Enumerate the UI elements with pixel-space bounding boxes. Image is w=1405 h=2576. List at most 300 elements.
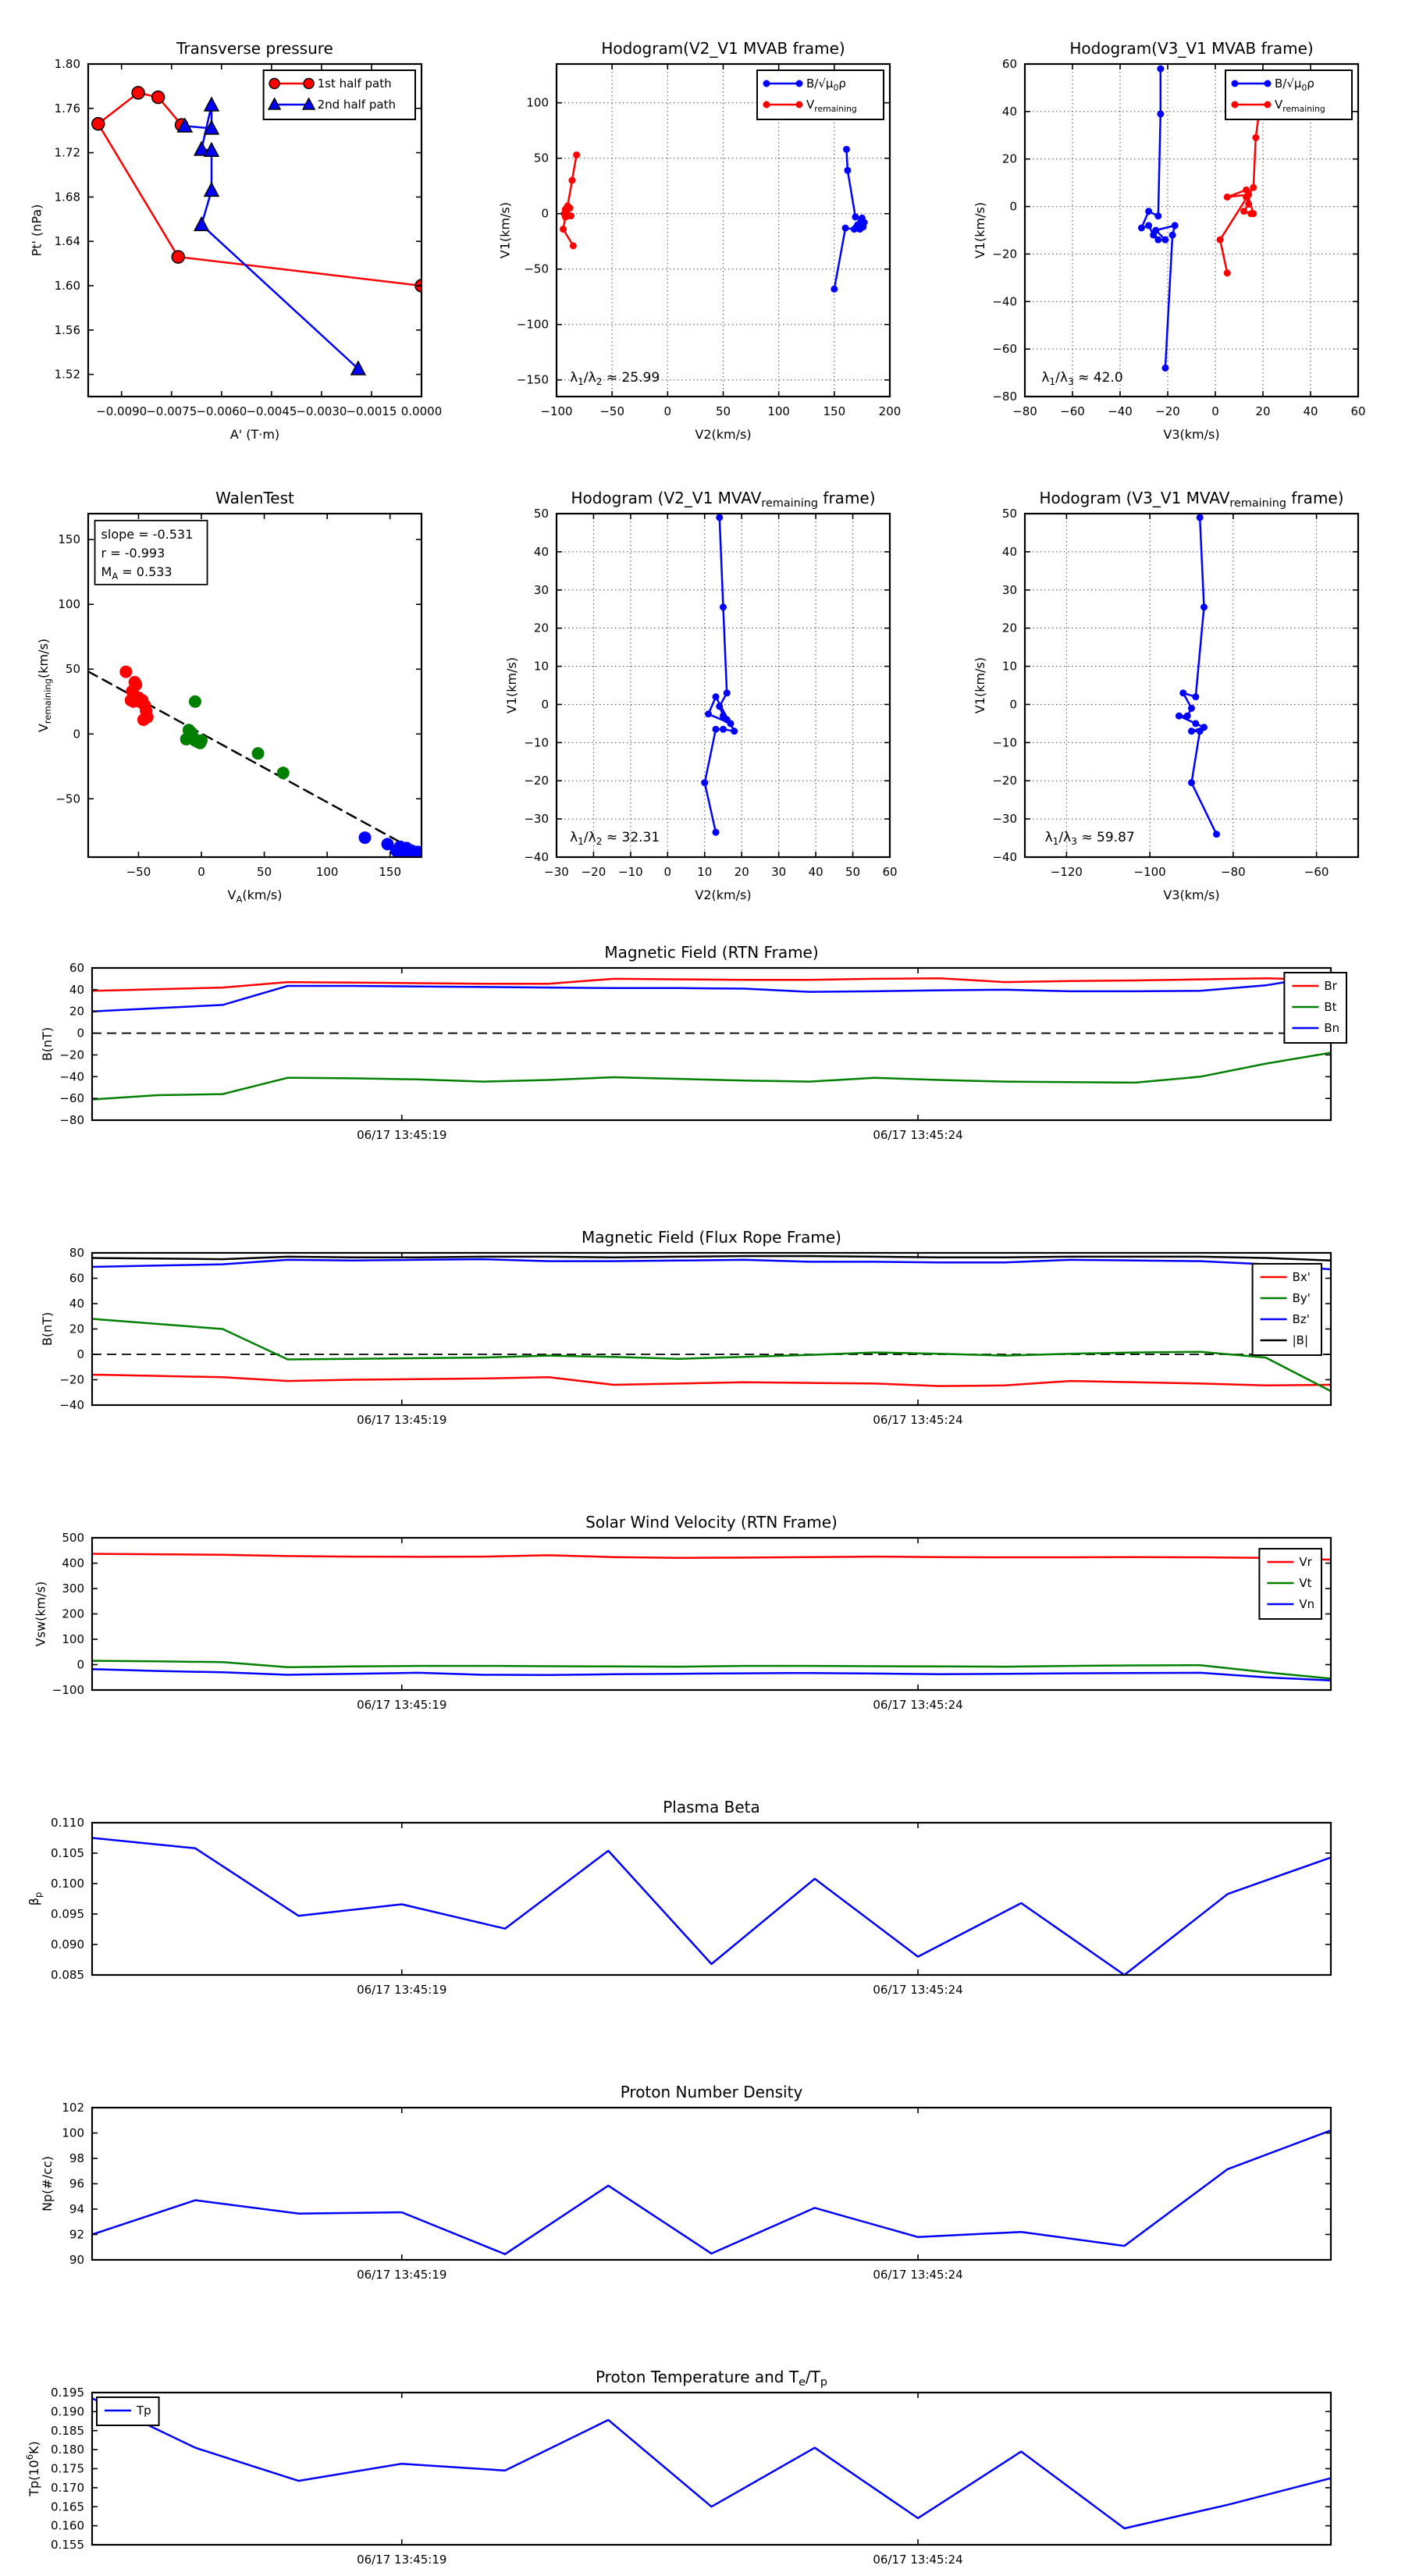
y-tick-label: −100 bbox=[52, 1683, 84, 1697]
legend-label: $V_{remaining}$ bbox=[1275, 98, 1325, 114]
x-tick-label: 06/17 13:45:24 bbox=[873, 2553, 963, 2567]
data-point-marker bbox=[1145, 222, 1152, 229]
y-tick-label: −40 bbox=[992, 850, 1017, 864]
y-tick-label: 200 bbox=[62, 1606, 84, 1621]
axes-frame bbox=[92, 2108, 1331, 2260]
plot-walen-test bbox=[36, 489, 422, 905]
y-tick-label: 0.165 bbox=[51, 2500, 84, 2514]
x-tick-label: −60 bbox=[1304, 865, 1329, 879]
x-tick-label: 10 bbox=[697, 865, 713, 879]
data-point-marker bbox=[562, 213, 569, 220]
legend bbox=[757, 70, 884, 119]
y-tick-label: 0.085 bbox=[51, 1968, 84, 1982]
x-tick-label: 50 bbox=[845, 865, 861, 879]
y-tick-label: 10 bbox=[1001, 659, 1017, 674]
y-tick-label: 102 bbox=[62, 2101, 84, 2115]
data-point-marker bbox=[713, 829, 720, 836]
data-point-marker bbox=[720, 603, 727, 610]
x-tick-label: 0.0000 bbox=[400, 404, 443, 418]
data-point-marker bbox=[727, 720, 734, 727]
data-point-marker bbox=[716, 514, 723, 521]
solar-wind-velocity-rtn-svg bbox=[33, 1513, 1331, 1712]
x-axis-label: A' (T·m) bbox=[229, 427, 280, 442]
y-tick-label: 1.64 bbox=[54, 234, 80, 249]
x-axis-label: $V_A(km/s)$ bbox=[227, 888, 283, 905]
legend-label: Bn bbox=[1324, 1021, 1340, 1035]
y-axis-label: $Tp(10^6K)$ bbox=[24, 2441, 41, 2496]
data-point-marker bbox=[1157, 110, 1164, 117]
x-tick-label: 06/17 13:45:19 bbox=[357, 1698, 447, 1712]
data-point-marker bbox=[713, 726, 720, 733]
data-point-marker bbox=[843, 146, 850, 153]
series-group bbox=[701, 514, 738, 835]
x-tick-label: 30 bbox=[771, 865, 787, 879]
data-point-marker bbox=[137, 713, 150, 726]
y-tick-label: 96 bbox=[69, 2176, 84, 2191]
x-tick-label: 06/17 13:45:24 bbox=[873, 1983, 963, 1997]
x-tick-label: 20 bbox=[734, 865, 749, 879]
data-point-marker bbox=[1200, 603, 1208, 610]
stats-line: $M_A = 0.533$ bbox=[101, 564, 173, 582]
data-point-marker bbox=[796, 80, 803, 87]
y-tick-label: 0 bbox=[1009, 697, 1017, 712]
plot-title: Solar Wind Velocity (RTN Frame) bbox=[585, 1513, 838, 1532]
stats-box bbox=[95, 521, 208, 585]
y-axis-label: Pt' (nPa) bbox=[29, 204, 44, 257]
x-axis-label: V3(km/s) bbox=[1163, 427, 1220, 442]
x-axis-label: V2(km/s) bbox=[695, 888, 752, 902]
data-point-marker bbox=[1252, 134, 1259, 141]
data-point-marker bbox=[796, 101, 803, 109]
series-b-sqrt-mu0-rho- bbox=[1176, 514, 1220, 838]
proton-number-density-svg bbox=[40, 2083, 1331, 2282]
y-tick-label: 0.095 bbox=[51, 1907, 84, 1921]
plot-solar-wind-velocity-rtn bbox=[33, 1513, 1331, 1712]
legend bbox=[1225, 70, 1352, 119]
data-point-marker bbox=[844, 167, 851, 174]
x-tick-label: 06/17 13:45:24 bbox=[873, 1413, 963, 1427]
y-tick-label: 10 bbox=[533, 659, 549, 674]
plot-title: Plasma Beta bbox=[663, 1798, 760, 1816]
x-tick-label: 50 bbox=[715, 404, 731, 418]
series-scatter-group-2 bbox=[180, 696, 290, 779]
x-tick-label: 06/17 13:45:24 bbox=[873, 2268, 963, 2282]
y-tick-label: −100 bbox=[516, 317, 549, 332]
series-group bbox=[92, 2398, 1331, 2528]
y-tick-label: 0.175 bbox=[51, 2461, 84, 2476]
y-tick-label: 60 bbox=[69, 961, 84, 975]
y-tick-label: 300 bbox=[62, 1582, 84, 1596]
hodogram-v3v1-mvab-svg bbox=[973, 39, 1366, 442]
series-vt bbox=[92, 1661, 1331, 1679]
tick-marks bbox=[92, 2393, 1331, 2545]
y-tick-label: 0 bbox=[541, 206, 549, 221]
data-point-marker bbox=[152, 91, 165, 104]
series-b-sqrt-mu0-rho- bbox=[701, 514, 738, 835]
legend-label: Bz' bbox=[1292, 1312, 1310, 1326]
y-tick-label: −10 bbox=[992, 735, 1017, 750]
data-point-marker bbox=[1250, 184, 1257, 191]
y-tick-label: 0.185 bbox=[51, 2423, 84, 2438]
y-tick-label: 1.52 bbox=[54, 367, 80, 382]
legend-label: Bt bbox=[1324, 1000, 1337, 1014]
data-point-marker bbox=[720, 726, 727, 733]
plot-hodogram-v3v1-mvab bbox=[973, 39, 1366, 442]
y-tick-label: 1.80 bbox=[54, 57, 80, 71]
y-tick-label: −60 bbox=[992, 342, 1017, 357]
y-axis-label: V1(km/s) bbox=[504, 656, 520, 714]
plot-proton-temperature bbox=[24, 2368, 1331, 2567]
annotation-text: $\lambda_1/\lambda_2 \approx 25.99$ bbox=[570, 369, 660, 387]
y-tick-label: 0 bbox=[76, 1026, 84, 1041]
data-point-marker bbox=[1169, 232, 1176, 239]
data-point-marker bbox=[1264, 80, 1272, 87]
legend-label: Br bbox=[1324, 979, 1337, 993]
data-point-marker bbox=[1157, 66, 1164, 73]
y-tick-label: 100 bbox=[62, 2126, 84, 2140]
y-tick-label: −80 bbox=[992, 390, 1017, 404]
data-point-marker bbox=[92, 118, 105, 130]
series-group bbox=[560, 146, 868, 293]
y-tick-label: 1.72 bbox=[54, 145, 80, 160]
stats-line: r = -0.993 bbox=[101, 545, 165, 560]
data-point-marker bbox=[1197, 514, 1204, 521]
y-axis-label: $\beta_p$ bbox=[27, 1891, 44, 1906]
legend bbox=[1253, 1264, 1321, 1355]
x-tick-label: −50 bbox=[126, 865, 151, 879]
y-tick-label: 1.60 bbox=[54, 279, 80, 293]
data-point-marker bbox=[1245, 191, 1252, 198]
series-bx- bbox=[92, 1375, 1331, 1386]
y-tick-label: 500 bbox=[62, 1531, 84, 1545]
y-tick-label: 90 bbox=[69, 2253, 84, 2267]
y-tick-label: −20 bbox=[524, 774, 549, 788]
y-tick-label: 0.100 bbox=[51, 1877, 84, 1891]
y-tick-label: 1.68 bbox=[54, 190, 80, 205]
y-tick-label: 40 bbox=[1001, 104, 1017, 119]
y-tick-label: 60 bbox=[1001, 57, 1017, 71]
data-point-marker bbox=[1224, 194, 1231, 201]
tick-marks bbox=[1025, 514, 1358, 857]
y-tick-label: 40 bbox=[1001, 544, 1017, 559]
tick-marks bbox=[92, 2108, 1331, 2260]
data-point-marker bbox=[1217, 237, 1224, 244]
x-tick-label: 06/17 13:45:24 bbox=[873, 1128, 963, 1142]
data-point-marker bbox=[132, 87, 144, 99]
x-tick-label: 06/17 13:45:19 bbox=[357, 2268, 447, 2282]
y-tick-label: 0.090 bbox=[51, 1937, 84, 1952]
data-point-marker bbox=[731, 728, 738, 735]
x-tick-label: −100 bbox=[540, 404, 573, 418]
y-tick-label: 1.56 bbox=[54, 322, 80, 337]
proton-temperature-svg bbox=[24, 2368, 1331, 2567]
data-point-marker bbox=[195, 735, 208, 747]
data-point-marker bbox=[1232, 80, 1239, 87]
series-np bbox=[92, 2130, 1331, 2254]
y-tick-label: 0.180 bbox=[51, 2443, 84, 2457]
annotation-text: $\lambda_1/\lambda_2 \approx 32.31$ bbox=[570, 830, 660, 848]
x-tick-label: 150 bbox=[379, 865, 402, 879]
data-point-marker bbox=[1184, 713, 1191, 720]
y-tick-label: −40 bbox=[992, 294, 1017, 309]
axes-frame bbox=[92, 1823, 1331, 1975]
x-tick-label: −0.0045 bbox=[246, 404, 297, 418]
walen-test-svg bbox=[36, 489, 422, 905]
plot-title: Hodogram (V2_V1 $MVAV_{remaining}$ frame) bbox=[571, 489, 876, 510]
legend-label: Vr bbox=[1299, 1555, 1312, 1569]
y-tick-label: 100 bbox=[62, 1632, 84, 1646]
series-beta-p bbox=[92, 1838, 1331, 1976]
y-axis-label: $V_{remaining}(km/s)$ bbox=[36, 638, 54, 733]
data-point-marker bbox=[1161, 365, 1168, 372]
series-tp bbox=[92, 2398, 1331, 2528]
data-point-marker bbox=[358, 831, 371, 844]
y-axis-label: V1(km/s) bbox=[497, 201, 513, 259]
y-tick-label: 94 bbox=[69, 2202, 84, 2216]
y-tick-label: 60 bbox=[69, 1271, 84, 1286]
y-tick-label: 50 bbox=[1001, 507, 1017, 521]
y-tick-label: 0 bbox=[1009, 199, 1017, 214]
data-point-marker bbox=[1176, 713, 1183, 720]
x-tick-label: −60 bbox=[1060, 404, 1085, 418]
x-tick-label: −0.0075 bbox=[146, 404, 197, 418]
y-tick-label: −20 bbox=[59, 1372, 84, 1387]
data-point-marker bbox=[716, 703, 723, 710]
plot-title: Magnetic Field (Flux Rope Frame) bbox=[582, 1228, 841, 1247]
data-point-marker bbox=[573, 151, 580, 158]
series-vn bbox=[92, 1669, 1331, 1680]
y-axis-label: V1(km/s) bbox=[973, 201, 988, 259]
series-group bbox=[88, 666, 424, 861]
x-tick-label: 150 bbox=[823, 404, 846, 418]
plot-proton-number-density bbox=[40, 2083, 1331, 2282]
x-tick-label: 100 bbox=[315, 865, 339, 879]
plot-hodogram-v2v1-mvav bbox=[504, 489, 898, 902]
x-tick-label: 60 bbox=[1350, 404, 1366, 418]
y-tick-label: 92 bbox=[69, 2227, 84, 2242]
plot-title: WalenTest bbox=[215, 489, 294, 507]
data-point-marker bbox=[1232, 101, 1239, 109]
series-v-remaining bbox=[560, 151, 580, 249]
x-tick-label: −120 bbox=[1050, 865, 1083, 879]
y-tick-label: −150 bbox=[516, 372, 549, 387]
legend-label: 1st half path bbox=[317, 76, 392, 91]
x-tick-label: 06/17 13:45:19 bbox=[357, 1413, 447, 1427]
x-tick-label: 0 bbox=[197, 865, 205, 879]
data-point-marker bbox=[705, 710, 712, 717]
x-tick-label: 06/17 13:45:19 bbox=[357, 2553, 447, 2567]
data-point-marker bbox=[1264, 101, 1272, 109]
transverse-pressure-svg bbox=[29, 39, 443, 442]
y-tick-label: 40 bbox=[533, 544, 549, 559]
annotation-text: $\lambda_1/\lambda_3 \approx 42.0$ bbox=[1041, 369, 1123, 387]
y-tick-label: 50 bbox=[65, 662, 80, 677]
y-tick-label: 0.195 bbox=[51, 2386, 84, 2400]
y-tick-label: 150 bbox=[58, 532, 80, 547]
x-tick-label: −10 bbox=[618, 865, 643, 879]
data-point-marker bbox=[1245, 201, 1252, 208]
legend-label: Vn bbox=[1299, 1597, 1315, 1611]
x-tick-label: 0 bbox=[663, 404, 672, 418]
y-tick-label: 30 bbox=[533, 582, 549, 597]
plot-title: Proton Temperature and $T_e/T_p$ bbox=[595, 2368, 828, 2389]
y-tick-label: 0 bbox=[76, 1347, 84, 1361]
x-tick-label: −0.0030 bbox=[296, 404, 347, 418]
tick-marks bbox=[92, 1823, 1331, 1975]
series-group bbox=[1176, 514, 1220, 838]
x-tick-label: −20 bbox=[1155, 404, 1180, 418]
plot-transverse-pressure bbox=[29, 39, 443, 442]
y-tick-label: −80 bbox=[59, 1113, 84, 1127]
data-point-marker bbox=[1213, 831, 1220, 838]
data-point-marker bbox=[763, 80, 770, 87]
series-bt bbox=[92, 1053, 1331, 1100]
gridlines bbox=[557, 514, 890, 857]
x-tick-label: −80 bbox=[1012, 404, 1037, 418]
data-point-marker bbox=[852, 213, 859, 220]
y-tick-label: 400 bbox=[62, 1556, 84, 1571]
plot-title: Proton Number Density bbox=[620, 2083, 803, 2101]
legend-label: Vt bbox=[1299, 1576, 1312, 1590]
data-point-marker bbox=[724, 689, 731, 696]
y-tick-label: −40 bbox=[59, 1069, 84, 1084]
data-point-marker bbox=[1188, 728, 1195, 735]
y-tick-label: 50 bbox=[533, 507, 549, 521]
plot-title: Magnetic Field (RTN Frame) bbox=[604, 943, 819, 962]
y-tick-label: 20 bbox=[69, 1322, 84, 1336]
y-tick-label: −50 bbox=[55, 792, 80, 806]
legend bbox=[264, 70, 415, 119]
x-tick-label: −0.0015 bbox=[346, 404, 397, 418]
data-point-marker bbox=[269, 79, 279, 89]
x-tick-label: 20 bbox=[1255, 404, 1271, 418]
data-point-marker bbox=[763, 101, 770, 109]
data-point-marker bbox=[194, 217, 208, 230]
series-scatter-group-1 bbox=[119, 666, 153, 726]
plot-title: Hodogram(V2_V1 MVAB frame) bbox=[601, 39, 845, 58]
data-point-marker bbox=[205, 183, 219, 196]
y-tick-label: 20 bbox=[533, 621, 549, 635]
stats-line: slope = -0.531 bbox=[101, 526, 194, 542]
plot-hodogram-v3v1-mvav bbox=[973, 489, 1358, 902]
series-b-sqrt-mu0-rho- bbox=[831, 146, 867, 293]
plot-title: Hodogram (V3_V1 $MVAV_{remaining}$ frame) bbox=[1039, 489, 1344, 510]
x-tick-label: −0.0090 bbox=[96, 404, 148, 418]
gridlines bbox=[1025, 514, 1358, 857]
data-point-marker bbox=[1240, 208, 1247, 215]
y-tick-label: −20 bbox=[992, 774, 1017, 788]
series-group bbox=[92, 1838, 1331, 1976]
data-point-marker bbox=[1145, 208, 1152, 215]
y-tick-label: −40 bbox=[59, 1398, 84, 1412]
y-tick-label: 40 bbox=[69, 1297, 84, 1311]
x-tick-label: −20 bbox=[581, 865, 606, 879]
data-point-marker bbox=[831, 286, 838, 293]
legend-label: |B| bbox=[1292, 1333, 1309, 1347]
y-axis-label: V1(km/s) bbox=[973, 656, 988, 714]
y-tick-label: 1.76 bbox=[54, 101, 80, 116]
axes-frame bbox=[557, 514, 890, 857]
series-bz- bbox=[92, 1259, 1331, 1269]
y-tick-label: −20 bbox=[59, 1048, 84, 1062]
y-tick-label: −30 bbox=[524, 812, 549, 827]
x-tick-label: 0 bbox=[1211, 404, 1219, 418]
y-axis-label: B(nT) bbox=[40, 1311, 55, 1347]
series-vr bbox=[92, 1554, 1331, 1560]
data-point-marker bbox=[1250, 210, 1257, 217]
x-tick-label: 40 bbox=[808, 865, 823, 879]
legend bbox=[97, 2397, 159, 2425]
x-tick-label: −40 bbox=[1108, 404, 1133, 418]
data-point-marker bbox=[842, 225, 849, 232]
data-point-marker bbox=[1192, 693, 1199, 700]
data-point-marker bbox=[119, 666, 132, 678]
x-axis-label: V3(km/s) bbox=[1163, 888, 1220, 902]
y-tick-label: 20 bbox=[1001, 621, 1017, 635]
plot-title: Hodogram(V3_V1 MVAB frame) bbox=[1069, 39, 1314, 58]
axes-frame bbox=[92, 2393, 1331, 2545]
tick-marks bbox=[557, 514, 890, 857]
x-tick-label: −100 bbox=[1133, 865, 1166, 879]
data-point-marker bbox=[304, 79, 314, 89]
y-tick-label: 0.155 bbox=[51, 2538, 84, 2552]
data-point-marker bbox=[1179, 689, 1186, 696]
data-point-marker bbox=[1188, 779, 1195, 786]
series-group bbox=[92, 2130, 1331, 2254]
data-point-marker bbox=[1161, 237, 1168, 244]
y-tick-label: −20 bbox=[992, 247, 1017, 262]
y-tick-label: −40 bbox=[524, 850, 549, 864]
y-tick-label: 80 bbox=[69, 1246, 84, 1260]
x-tick-label: 40 bbox=[1303, 404, 1318, 418]
axes-frame bbox=[1025, 514, 1358, 857]
y-tick-label: 0.190 bbox=[51, 2404, 84, 2419]
y-tick-label: 30 bbox=[1001, 582, 1017, 597]
legend-label: Tp bbox=[137, 2403, 151, 2418]
data-point-marker bbox=[277, 767, 290, 779]
y-tick-label: 0.160 bbox=[51, 2518, 84, 2533]
data-point-marker bbox=[1154, 212, 1161, 219]
data-point-marker bbox=[252, 747, 265, 760]
legend-label: By' bbox=[1292, 1291, 1311, 1305]
data-point-marker bbox=[1197, 728, 1204, 735]
data-point-marker bbox=[1192, 720, 1199, 727]
y-tick-label: 100 bbox=[58, 597, 80, 612]
x-tick-label: −50 bbox=[599, 404, 624, 418]
y-axis-label: Np(#/cc) bbox=[40, 2156, 55, 2211]
y-axis-label: B(nT) bbox=[40, 1026, 55, 1062]
x-tick-label: 06/17 13:45:19 bbox=[357, 1983, 447, 1997]
data-point-marker bbox=[189, 696, 201, 708]
magnetic-field-flux-rope-svg bbox=[40, 1228, 1331, 1427]
x-axis-label: V2(km/s) bbox=[695, 427, 752, 442]
data-point-marker bbox=[1152, 227, 1159, 234]
legend-label: $V_{remaining}$ bbox=[806, 98, 857, 114]
y-tick-label: 0 bbox=[541, 697, 549, 712]
y-tick-label: 0.105 bbox=[51, 1846, 84, 1860]
x-tick-label: 200 bbox=[878, 404, 902, 418]
plot-magnetic-field-flux-rope bbox=[40, 1228, 1331, 1427]
data-point-marker bbox=[570, 242, 577, 249]
x-tick-label: 06/17 13:45:19 bbox=[357, 1128, 447, 1142]
y-tick-label: 0.170 bbox=[51, 2480, 84, 2495]
hodogram-v2v1-mvab-svg bbox=[497, 39, 902, 442]
y-tick-label: 0 bbox=[76, 1657, 84, 1672]
annotation-text: $\lambda_1/\lambda_3 \approx 59.87$ bbox=[1044, 830, 1135, 848]
plot-magnetic-field-rtn bbox=[40, 943, 1340, 1142]
series-group bbox=[92, 1554, 1331, 1681]
x-tick-label: 06/17 13:45:24 bbox=[873, 1698, 963, 1712]
